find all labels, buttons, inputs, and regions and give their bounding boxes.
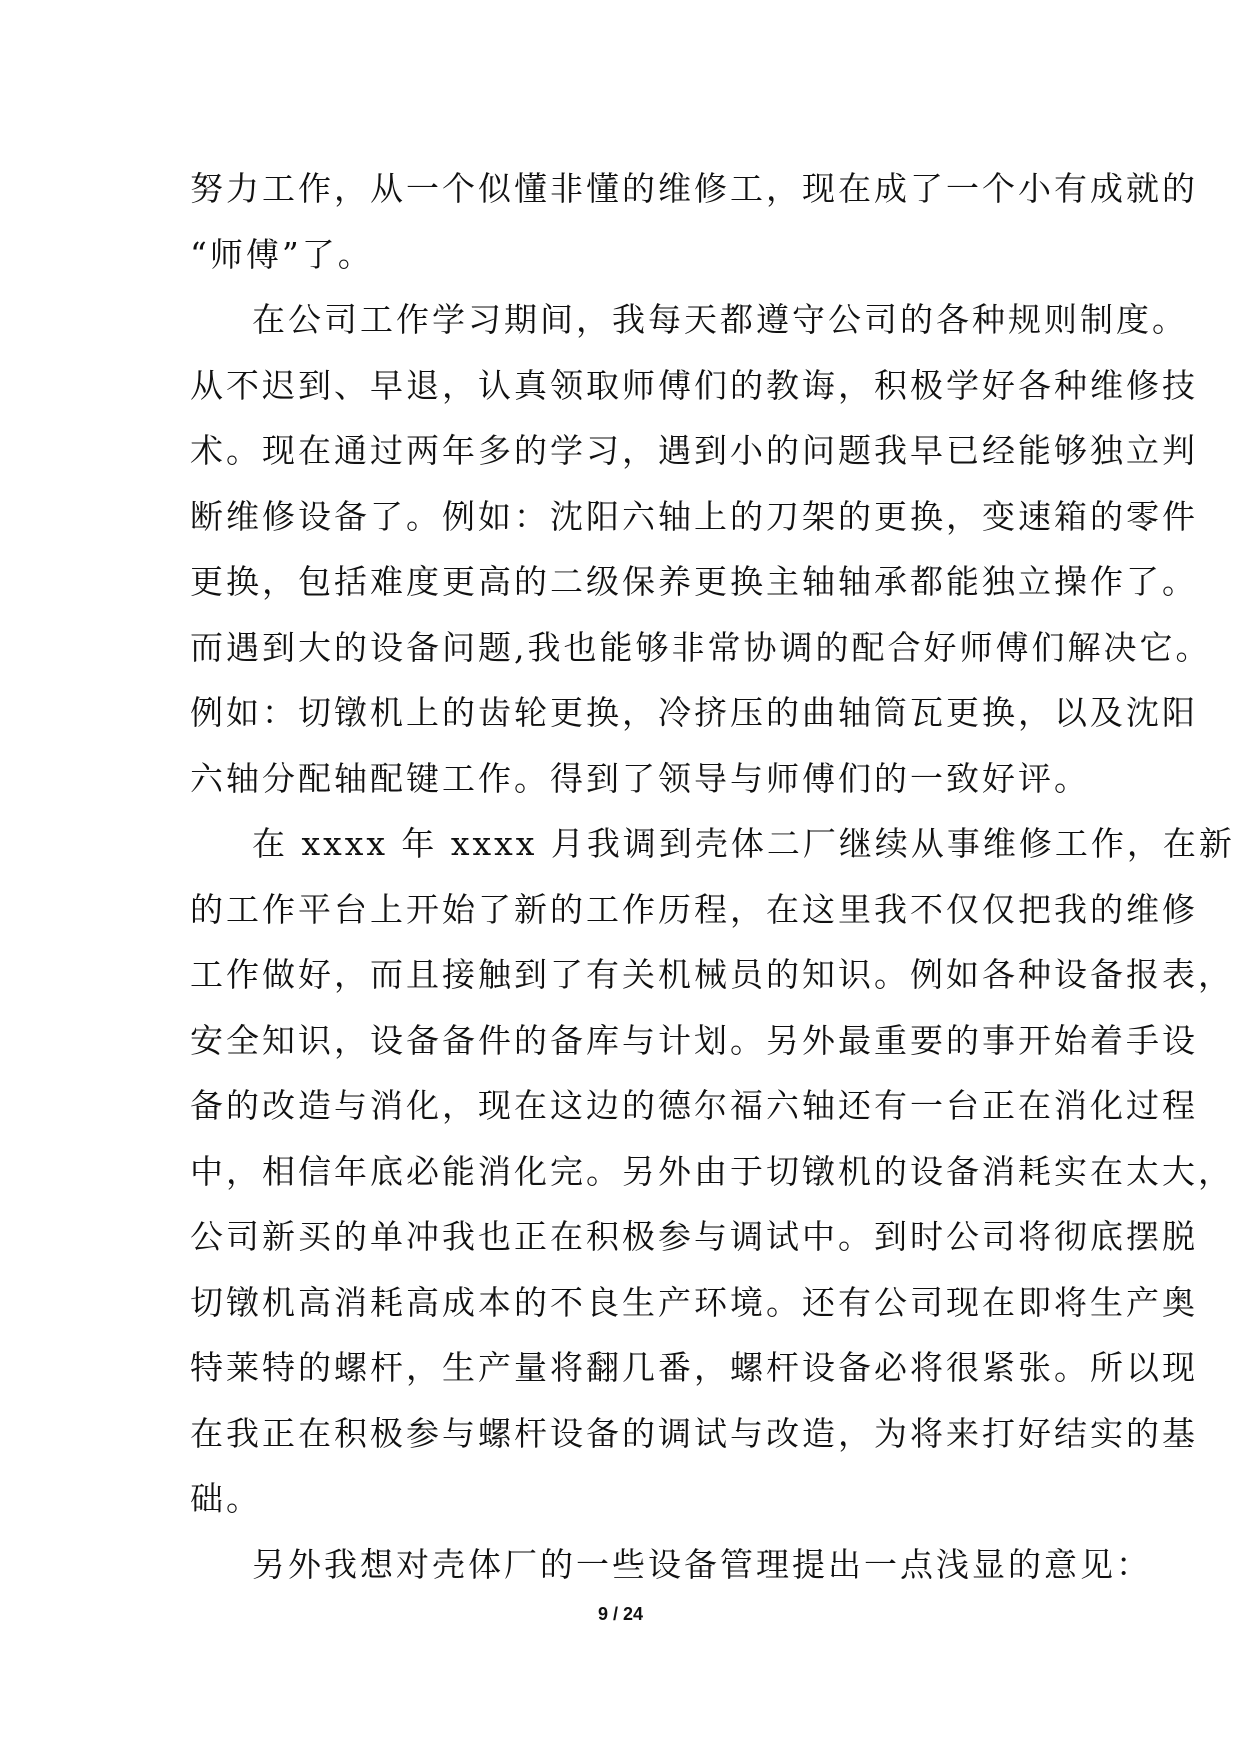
- text-line: 公司新买的单冲我也正在积极参与调试中。到时公司将彻底摆脱: [190, 1217, 1198, 1256]
- text-line: 工作做好，而且接触到了有关机械员的知识。例如各种设备报表，: [190, 955, 1234, 994]
- text-line: 六轴分配轴配键工作。得到了领导与师傅们的一致好评。: [190, 758, 1090, 798]
- text-line: 安全知识，设备备件的备库与计划。另外最重要的事开始着手设: [190, 1020, 1198, 1060]
- text-line: 在我正在积极参与螺杆设备的调试与改造，为将来打好结实的基: [190, 1413, 1198, 1453]
- text-line: 努力工作，从一个似懂非懂的维修工，现在成了一个小有成就的: [190, 169, 1198, 208]
- text-line: 例如：切镦机上的齿轮更换，冷挤压的曲轴筒瓦更换，以及沈阳: [190, 693, 1198, 732]
- paragraph-start-line: 另外我想对壳体厂的一些设备管理提出一点浅显的意见：: [252, 1544, 1152, 1584]
- text-line: 特莱特的螺杆，生产量将翻几番，螺杆设备必将很紧张。所以现: [190, 1348, 1198, 1387]
- text-line: “师傅”了。: [190, 234, 374, 274]
- text-line: 术。现在通过两年多的学习，遇到小的问题我早已经能够独立判: [190, 431, 1198, 470]
- text-line: 而遇到大的设备问题,我也能够非常协调的配合好师傅们解决它。: [190, 627, 1212, 667]
- paragraph-start-line: 在 xxxx 年 xxxx 月我调到壳体二厂继续从事维修工作，在新: [252, 824, 1235, 863]
- text-line: 从不迟到、早退，认真领取师傅们的教诲，积极学好各种维修技: [190, 365, 1198, 405]
- paragraph-start-line: 在公司工作学习期间，我每天都遵守公司的各种规则制度。: [252, 300, 1188, 339]
- text-line: 的工作平台上开始了新的工作历程，在这里我不仅仅把我的维修: [190, 889, 1198, 929]
- document-body: [190, 156, 1235, 1597]
- text-line: 切镦机高消耗高成本的不良生产环境。还有公司现在即将生产奥: [190, 1282, 1198, 1322]
- text-line: 础。: [190, 1479, 262, 1518]
- text-line: 断维修设备了。例如：沈阳六轴上的刀架的更换，变速箱的零件: [190, 496, 1198, 536]
- text-line: 备的改造与消化，现在这边的德尔福六轴还有一台正在消化过程: [190, 1086, 1198, 1125]
- page-number: 9 / 24: [597, 1604, 644, 1624]
- text-line: 更换，包括难度更高的二级保养更换主轴轴承都能独立操作了。: [190, 562, 1198, 601]
- text-line: 中，相信年底必能消化完。另外由于切镦机的设备消耗实在太大，: [190, 1151, 1234, 1191]
